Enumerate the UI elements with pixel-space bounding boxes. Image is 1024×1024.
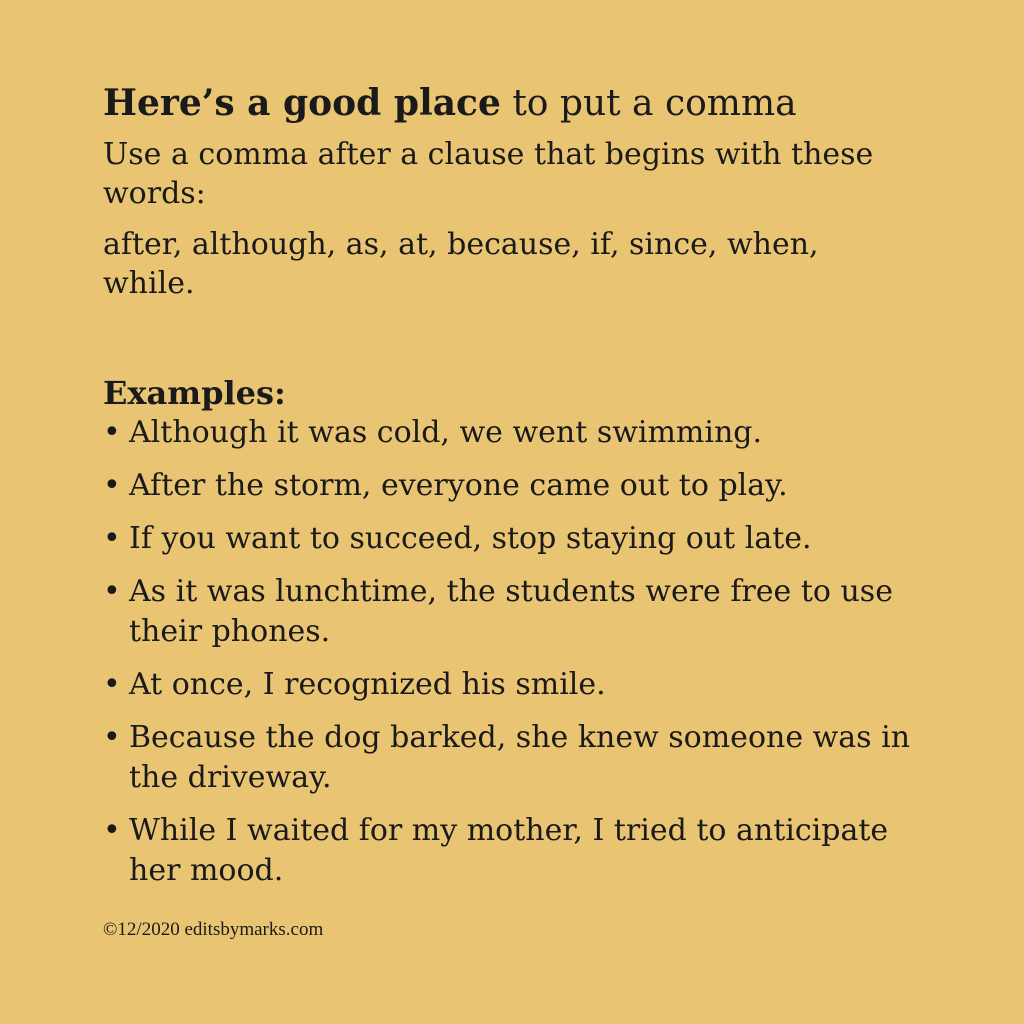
list-item [103,811,929,891]
copyright-footer: ©12/2020 editsbymarks.com [103,919,324,940]
comma-tip-card [103,78,943,904]
list-item [103,718,929,798]
example-text: If you want to succeed, stop staying out late. [129,521,812,556]
title-rest: to put a comma [500,83,797,124]
bullet-icon: • [103,720,121,755]
bullet-icon: • [103,468,121,503]
example-text: As it was lunchtime, the students were free to use their phones. [129,574,893,649]
example-text: Although it was cold, we went swimming. [129,415,763,450]
bullet-icon: • [103,415,121,450]
example-text: While I waited for my mother, I tried to anticipate her mood. [129,813,889,888]
list-item [103,466,929,506]
examples-list [103,413,943,891]
example-text: Because the dog barked, she knew someone was in the driveway. [129,720,911,795]
list-item [103,572,929,652]
bullet-icon: • [103,574,121,609]
list-item [103,413,929,453]
intro-text: Use a comma after a clause that begins with these words: [103,137,874,211]
bullet-icon: • [103,521,121,556]
example-text: At once, I recognized his smile. [129,667,606,702]
title-emphasis: Here’s a good place [103,82,501,124]
word-list: after, although, as, at, because, if, since, when, while. [103,227,819,301]
bullet-icon: • [103,813,121,848]
list-item [103,665,929,705]
bullet-icon: • [103,667,121,702]
example-text: After the storm, everyone came out to play. [129,468,788,503]
examples-heading: Examples: [103,374,286,412]
page-title [103,78,943,129]
list-item [103,519,929,559]
